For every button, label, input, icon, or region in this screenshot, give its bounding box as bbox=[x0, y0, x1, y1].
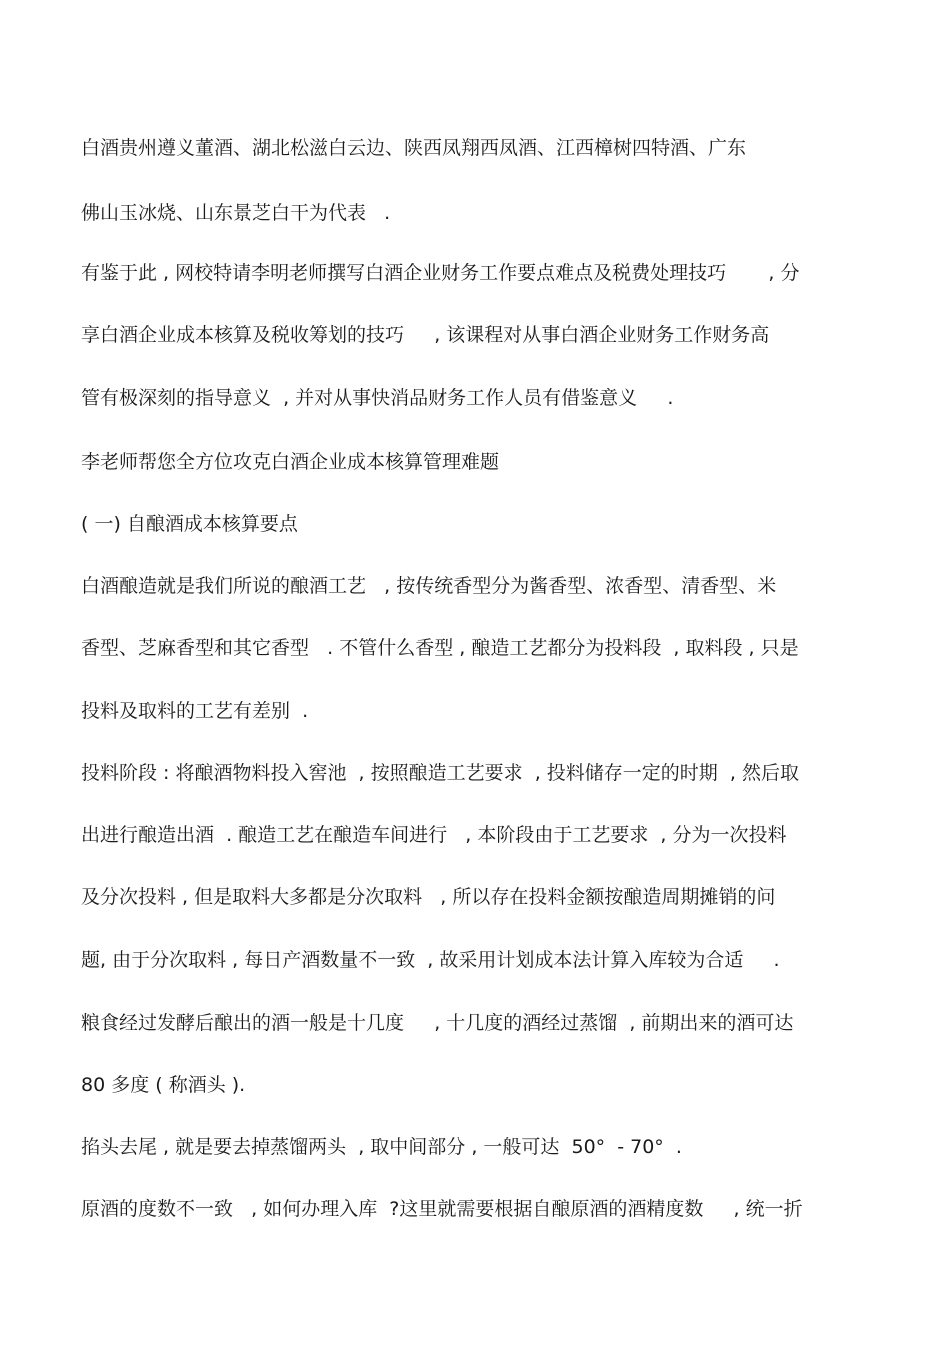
text-line: 出进行酿造出酒 . 酿造工艺在酿造车间进行 , 本阶段由于工艺要求 , 分为一次投料 bbox=[81, 824, 787, 846]
text-line: 管有极深刻的指导意义 , 并对从事快消品财务工作人员有借鉴意义 . bbox=[81, 387, 674, 409]
text-line: 香型、芝麻香型和其它香型 . 不管什么香型 , 酿造工艺都分为投料段 , 取料段 , 只是 bbox=[81, 637, 799, 659]
section-heading: 李老师帮您全方位攻克白酒企业成本核算管理难题 bbox=[81, 451, 500, 473]
text-line: 白酒酿造就是我们所说的酿酒工艺 , 按传统香型分为酱香型、浓香型、清香型、米 bbox=[81, 575, 777, 597]
text-line: 粮食经过发酵后酿出的酒一般是十几度 , 十几度的酒经过蒸馏 , 前期出来的酒可达 bbox=[81, 1012, 794, 1034]
text-line: 及分次投料 , 但是取料大多都是分次取料 , 所以存在投料金额按酿造周期摊销的问 bbox=[81, 886, 776, 908]
text-line: 投料阶段 : 将酿酒物料投入窖池 , 按照酿造工艺要求 , 投料储存一定的时期 , 然后取 bbox=[81, 762, 799, 784]
text-line: 享白酒企业成本核算及税收筹划的技巧 , 该课程对从事白酒企业财务工作财务高 bbox=[81, 324, 770, 346]
text-line: 白酒贵州遵义董酒、湖北松滋白云边、陕西凤翔西凤酒、江西樟树四特酒、广东 bbox=[81, 137, 747, 159]
text-line: 投料及取料的工艺有差别 . bbox=[81, 700, 309, 722]
text-line: 原酒的度数不一致 , 如何办理入库 ?这里就需要根据自酿原酒的酒精度数 , 统一折 bbox=[81, 1198, 803, 1220]
text-line: 佛山玉冰烧、山东景芝白干为代表 . bbox=[81, 202, 391, 224]
text-line: 80 多度 ( 称酒头 ). bbox=[81, 1074, 246, 1096]
text-line: 有鉴于此 , 网校特请李明老师撰写白酒企业财务工作要点难点及税费处理技巧 , 分 bbox=[81, 262, 800, 284]
text-line: 掐头去尾 , 就是要去掉蒸馏两头 , 取中间部分 , 一般可达 50° - 70° . bbox=[81, 1136, 682, 1158]
text-line: 题, 由于分次取料 , 每日产酒数量不一致 , 故采用计划成本法计算入库较为合适 . bbox=[81, 949, 780, 971]
subsection-heading: ( 一) 自酿酒成本核算要点 bbox=[81, 513, 298, 535]
